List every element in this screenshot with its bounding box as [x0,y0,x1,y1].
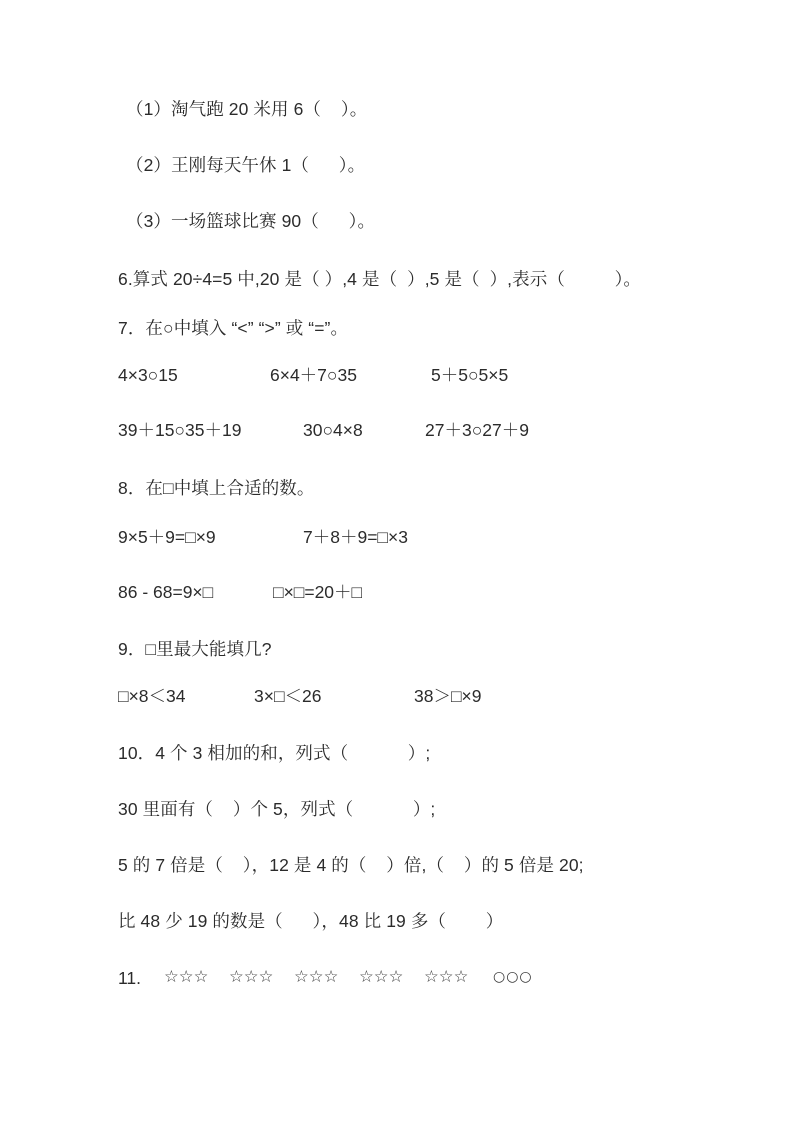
question-7-heading: 7．在○中填入 “<” “>” 或 “=”。 [118,318,349,338]
star-group-4: ☆☆☆ [359,967,404,986]
subitem-1: （1）淘气跑 20 米用 6（ ）。 [126,99,368,119]
expression: 9×5＋9=□×9 [118,527,216,547]
question-10-line-3: 5 的 7 倍是（ ），12 是 4 的（ ）倍,（ ）的 5 倍是 20; [118,855,584,875]
expression: 86 - 68=9×□ [118,582,214,602]
question-8-heading: 8．在□中填上合适的数。 [118,478,315,498]
question-9-row-1 [118,688,718,710]
question-7-row-2 [118,422,718,444]
expression: □×□=20＋□ [273,582,363,602]
question-11-row [118,969,678,993]
expression: 27＋3○27＋9 [425,420,529,440]
expression: 7＋8＋9=□×3 [303,527,408,547]
expression: 5＋5○5×5 [431,365,509,385]
subitem-3: （3）一场篮球比赛 90（ ）。 [126,211,376,231]
expression: 30○4×8 [303,420,363,440]
expression: 6×4＋7○35 [270,365,357,385]
star-group-2: ☆☆☆ [229,967,274,986]
question-10-line-2: 30 里面有（ ）个 5，列式（ ）; [118,799,436,819]
star-group-3: ☆☆☆ [294,967,339,986]
expression: □×8＜34 [118,686,186,706]
star-group-5: ☆☆☆ [424,967,469,986]
question-8-row-2 [118,584,718,606]
expression: 3×□＜26 [254,686,322,706]
question-10-line-1: 10．4 个 3 相加的和，列式（ ）; [118,743,431,763]
expression: 4×3○15 [118,365,178,385]
expression: 39＋15○35＋19 [118,420,242,440]
question-9-heading: 9．□里最大能填几? [118,639,272,659]
circle-group: ○○○ [493,969,533,985]
question-10-line-4: 比 48 少 19 的数是（ ），48 比 19 多（ ） [118,911,504,931]
question-7-row-1 [118,367,718,389]
question-6-text: 6.算式 20÷4=5 中,20 是（ ）,4 是（ ）,5 是（ ）,表示（ ）。 [118,269,642,289]
question-8-row-1 [118,529,718,551]
star-group-1: ☆☆☆ [164,967,209,986]
subitem-2: （2）王刚每天午休 1（ ）。 [126,155,366,175]
question-11-number: 11. [118,968,142,988]
expression: 38＞□×9 [414,686,482,706]
